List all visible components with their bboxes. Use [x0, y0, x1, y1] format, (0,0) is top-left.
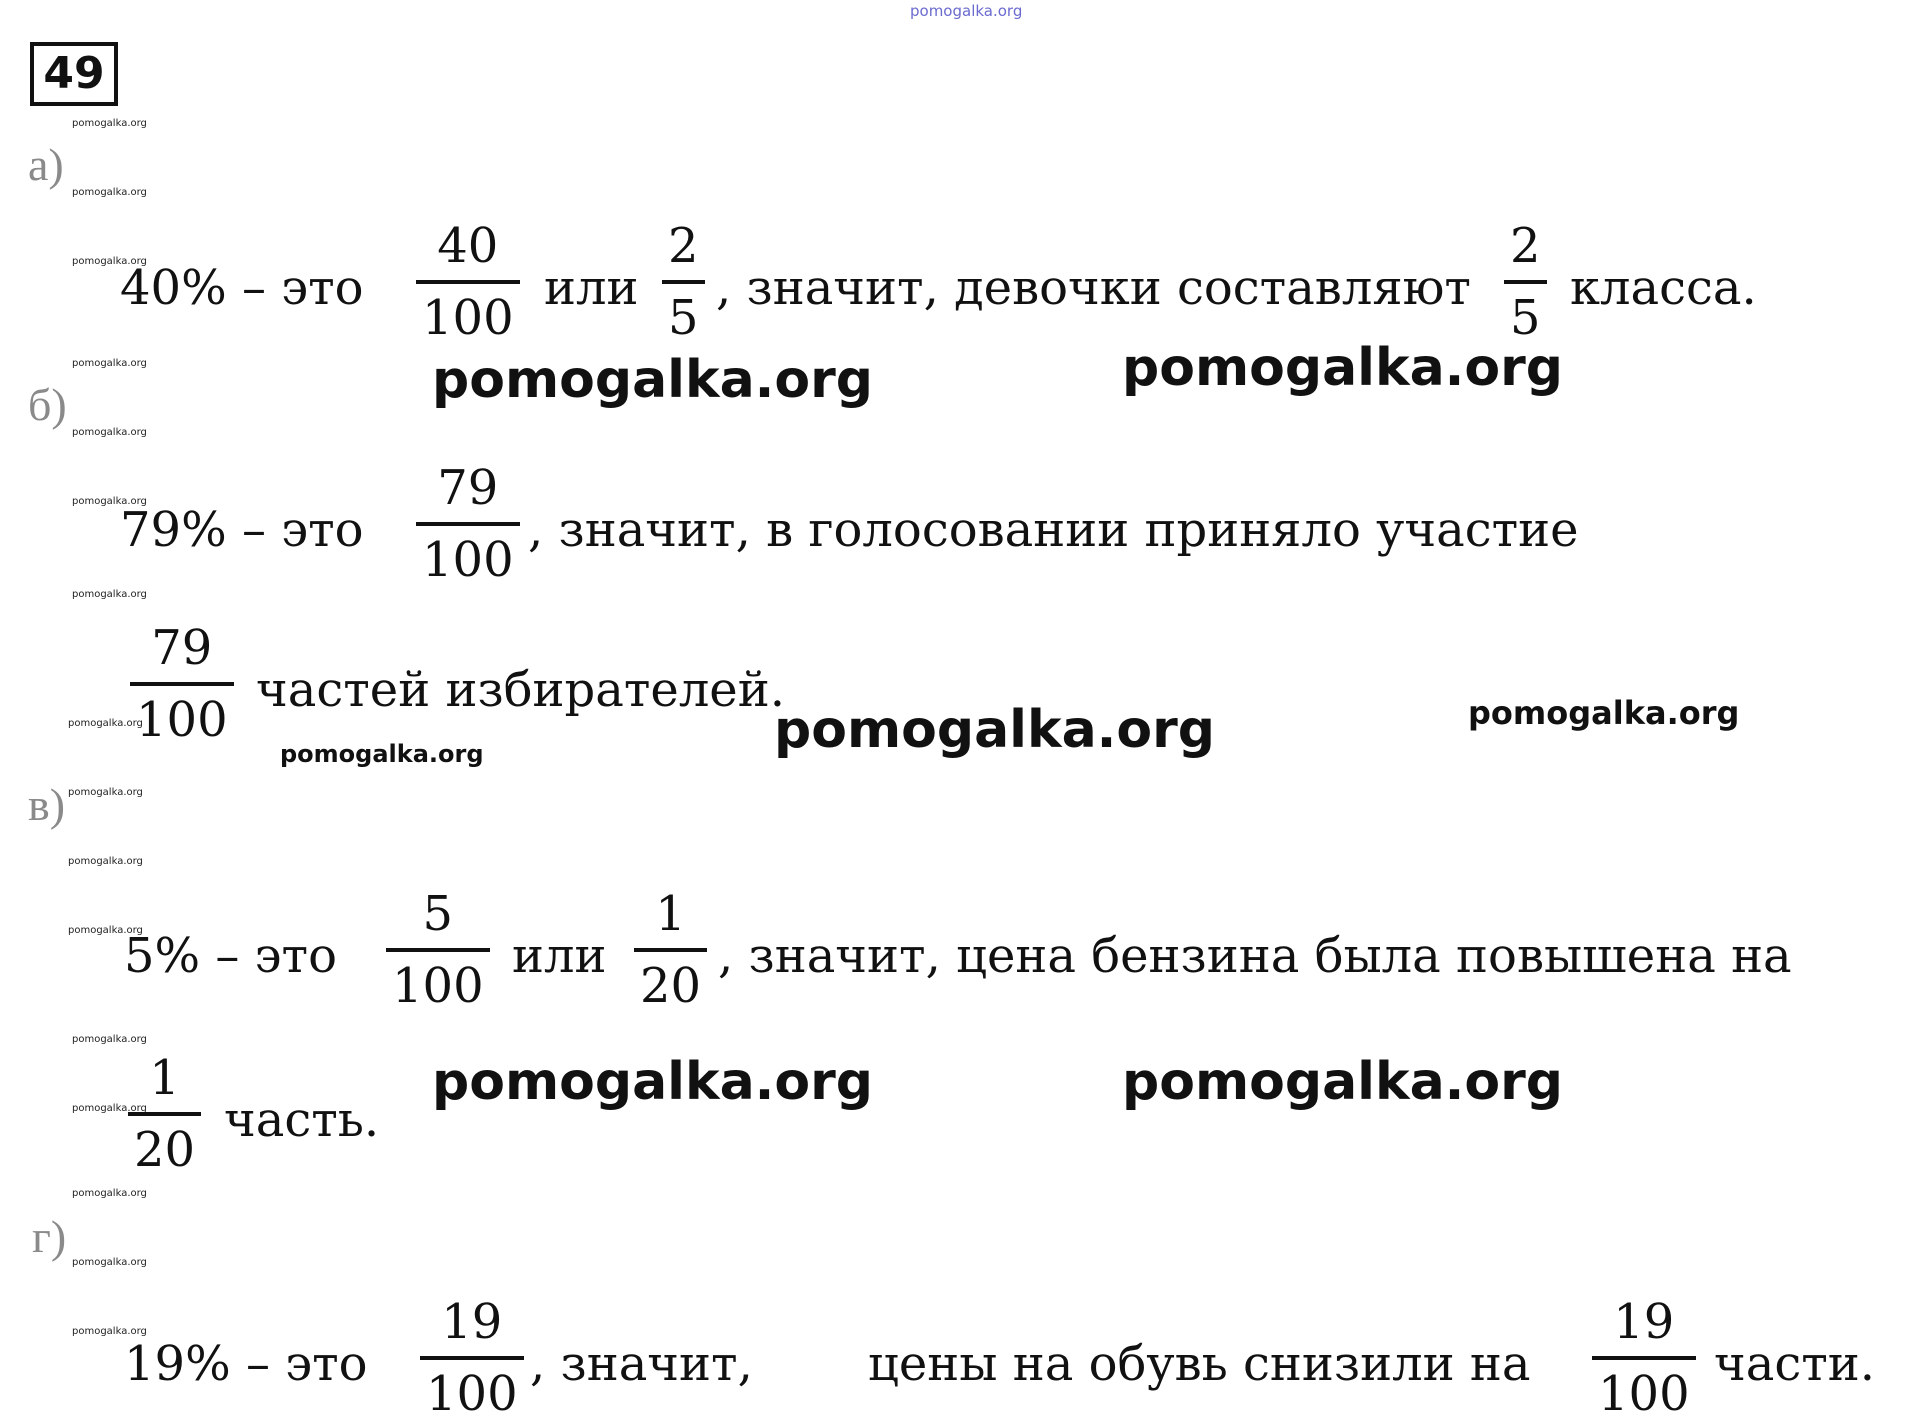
small-watermark: pomogalka.org [68, 718, 143, 729]
watermark: pomogalka.org [432, 1052, 874, 1112]
small-watermark: pomogalka.org [72, 496, 147, 507]
denominator: 20 [634, 948, 707, 1010]
watermark: pomogalka.org [432, 350, 874, 410]
part-v-fraction-2 [634, 886, 707, 1014]
denominator: 100 [130, 682, 234, 744]
small-watermark: pomogalka.org [68, 856, 143, 867]
numerator: 5 [422, 886, 454, 942]
part-b-fraction-2 [130, 620, 234, 748]
part-a-fraction-3 [1504, 218, 1547, 346]
part-a-text: , значит, девочки составляют [716, 260, 1471, 316]
part-v-fraction-3 [128, 1050, 201, 1178]
numerator: 79 [151, 620, 213, 676]
small-watermark: pomogalka.org [72, 1103, 147, 1114]
denominator: 100 [416, 522, 520, 584]
part-g-text-2: цены на обувь снизили на [868, 1336, 1531, 1392]
part-g-text-1: , значит, [530, 1336, 753, 1392]
small-watermark: pomogalka.org [72, 118, 147, 129]
part-v-percent: 5% – это [124, 928, 337, 984]
part-v-end: часть. [224, 1092, 380, 1148]
denominator: 20 [128, 1112, 201, 1174]
small-watermark: pomogalka.org [68, 787, 143, 798]
watermark: pomogalka.org [1122, 338, 1564, 398]
part-a-fraction-2 [662, 218, 705, 346]
small-watermark: pomogalka.org [72, 358, 147, 369]
denominator: 100 [416, 280, 520, 342]
part-v-label: в) [28, 779, 66, 830]
small-watermark: pomogalka.org [72, 187, 147, 198]
denominator: 5 [1504, 280, 1547, 342]
small-watermark: pomogalka.org [72, 427, 147, 438]
part-a-end: класса. [1570, 260, 1757, 316]
part-a-label: а) [28, 139, 64, 190]
small-watermark: pomogalka.org [68, 925, 143, 936]
denominator: 100 [386, 948, 490, 1010]
part-a-percent: 40% – это [120, 260, 364, 316]
numerator: 1 [655, 886, 686, 942]
part-v-text: , значит, цена бензина была повышена на [718, 928, 1792, 984]
part-v-fraction-1 [386, 886, 490, 1014]
part-g-end: части. [1714, 1336, 1876, 1392]
numerator: 19 [1613, 1294, 1675, 1350]
watermark: pomogalka.org [1122, 1052, 1564, 1112]
small-watermark: pomogalka.org [72, 1326, 147, 1337]
part-g-fraction-2 [1592, 1294, 1696, 1422]
small-watermark: pomogalka.org [72, 1188, 147, 1199]
part-a-or: или [544, 260, 639, 316]
watermark: pomogalka.org [774, 700, 1216, 760]
small-watermark: pomogalka.org [72, 589, 147, 600]
numerator: 1 [149, 1050, 180, 1106]
small-watermark: pomogalka.org [72, 1257, 147, 1268]
denominator: 100 [1592, 1356, 1696, 1418]
part-b-end: частей избирателей. [256, 662, 785, 718]
numerator: 2 [1510, 218, 1541, 274]
part-g-fraction-1 [420, 1294, 524, 1422]
numerator: 40 [437, 218, 499, 274]
part-b-percent: 79% – это [120, 502, 364, 558]
task-number: 49 [30, 42, 118, 106]
small-watermark: pomogalka.org [72, 256, 147, 267]
part-b-fraction-1 [416, 460, 520, 588]
denominator: 100 [420, 1356, 524, 1418]
part-v-or: или [512, 928, 607, 984]
numerator: 79 [437, 460, 499, 516]
small-watermark: pomogalka.org [72, 1034, 147, 1045]
denominator: 5 [662, 280, 705, 342]
part-g-label: г) [32, 1211, 67, 1262]
numerator: 2 [668, 218, 699, 274]
numerator: 19 [441, 1294, 503, 1350]
part-a-fraction-1 [416, 218, 520, 346]
part-b-label: б) [28, 379, 67, 430]
part-b-text: , значит, в голосовании приняло участие [528, 502, 1579, 558]
top-watermark: pomogalka.org [910, 2, 1023, 20]
watermark: pomogalka.org [280, 740, 484, 768]
watermark: pomogalka.org [1468, 694, 1740, 732]
part-g-percent: 19% – это [124, 1336, 368, 1392]
